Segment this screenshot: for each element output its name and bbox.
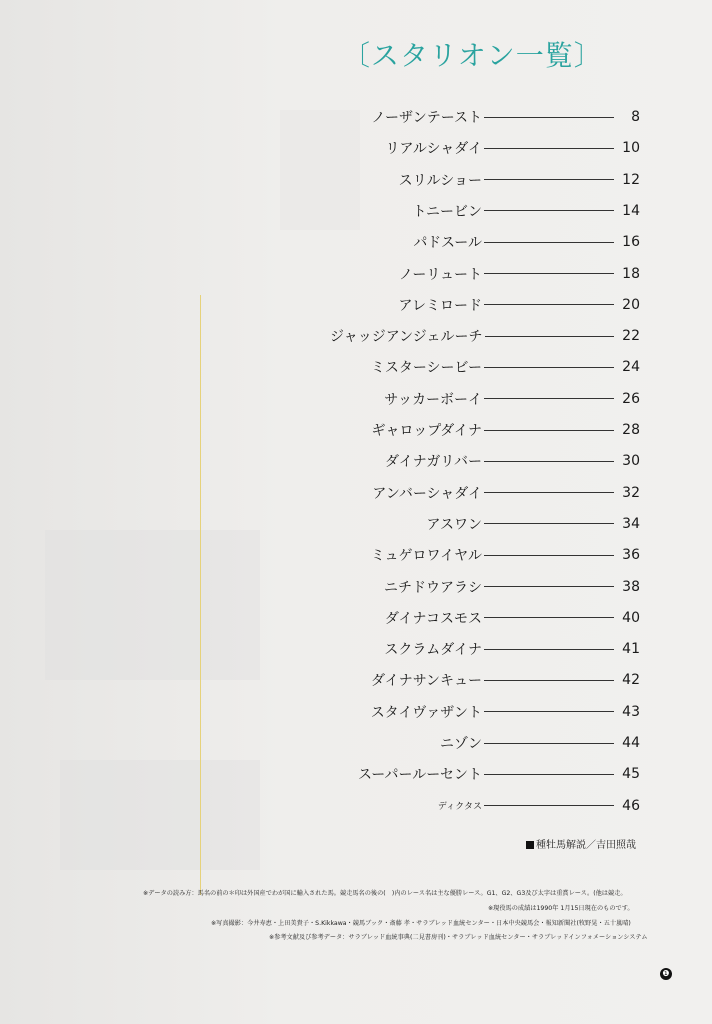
- toc-entry-name: ジャッジアンジェルーチ: [330, 329, 483, 346]
- toc-entry-page: 42: [622, 672, 640, 689]
- toc-leader-line: [484, 117, 614, 118]
- toc-row: [330, 576, 640, 598]
- toc-entry-page: 24: [622, 359, 640, 376]
- toc-entry-name: ダイナコスモス: [384, 610, 482, 627]
- toc-entry-name: パドスール: [413, 235, 482, 252]
- toc-entry-page: 20: [622, 296, 640, 313]
- toc-entry-page: 12: [622, 171, 640, 188]
- toc-leader-line: [484, 649, 614, 650]
- toc-leader-line: [484, 461, 614, 462]
- toc-leader-line: [484, 680, 614, 681]
- toc-entry-name: スタイヴァザント: [370, 704, 482, 721]
- footnote-record-date: ※現役馬の成績は1990年 1月15日現在のものです。: [488, 905, 634, 912]
- bleed-through-photo: [60, 760, 260, 870]
- toc-leader-line: [484, 743, 614, 744]
- toc-leader-line: [485, 336, 614, 337]
- toc-row: [330, 732, 640, 754]
- toc-row: [330, 482, 640, 504]
- toc-row: [330, 263, 640, 285]
- toc-row: [330, 169, 640, 191]
- toc-row: [330, 356, 640, 378]
- toc-entry-page: 16: [622, 234, 640, 251]
- toc-entry-name: ニゾン: [440, 736, 482, 752]
- toc-entry-page: 14: [622, 202, 640, 219]
- toc-entry-page: 22: [622, 328, 640, 345]
- toc-entry-name: ディクタス: [437, 802, 482, 813]
- toc-entry-name: ニチドウアラシ: [384, 579, 482, 596]
- bleed-through-photo: [45, 530, 260, 680]
- toc-leader-line: [484, 492, 614, 493]
- toc-leader-line: [484, 148, 614, 149]
- toc-row: [330, 701, 640, 723]
- toc-entry-name: ミュゲロワイヤル: [370, 548, 482, 565]
- toc-leader-line: [484, 711, 614, 712]
- toc-row: [330, 669, 640, 691]
- toc-entry-name: ノーザンテースト: [371, 110, 482, 126]
- toc-row: [330, 200, 640, 222]
- toc-entry-page: 46: [622, 797, 640, 814]
- square-bullet-icon: [526, 841, 534, 849]
- toc-entry-page: 40: [622, 609, 640, 626]
- toc-entry-page: 45: [622, 766, 640, 783]
- toc-row: [330, 607, 640, 629]
- toc-leader-line: [484, 523, 614, 524]
- footnote-references: ※参考文献及び参考データ：サラブレッド血統事典(二見書房刊)・サラブレッド血統センター・サラブレッドインフォメーションシステム: [269, 934, 648, 941]
- toc-entry-name: アレミロード: [398, 297, 482, 314]
- toc-entry-page: 36: [622, 547, 640, 564]
- toc-entry-name: ミスターシービー: [370, 360, 482, 377]
- toc-entry-page: 10: [622, 140, 640, 157]
- toc-leader-line: [484, 398, 614, 399]
- toc-leader-line: [484, 617, 614, 618]
- page-title: 〔スタリオン一覧〕: [342, 39, 603, 72]
- toc-entry-page: 43: [622, 703, 640, 720]
- toc-entry-name: スーパールーセント: [357, 767, 482, 784]
- toc-entry-name: ギャロップダイナ: [371, 423, 482, 439]
- toc-row: [330, 763, 640, 785]
- toc-entry-page: 34: [622, 515, 640, 532]
- toc-leader-line: [484, 273, 614, 274]
- toc-leader-line: [484, 430, 614, 431]
- toc-entry-name: ダイナガリバー: [384, 454, 482, 471]
- toc-row: [330, 795, 640, 817]
- toc-entry-page: 8: [631, 109, 640, 125]
- toc-entry-page: 30: [622, 453, 640, 470]
- footnote-photo-credits: ※写真撮影：今井寿恵・上田美貴子・S.Kikkawa・競馬ブック・斎藤 孝・サラブレッド血統センター・日本中央競馬会・報知新聞社(牧野晃・五十嵐晴): [211, 920, 631, 927]
- toc-entry-name: ダイナサンキュー: [370, 673, 482, 690]
- footnote-data-legend: ※データの読み方：馬名の前の＊印は外国産でわが国に輸入された馬。競走馬名の後の( )内のレース名は主な優勝レース。G1、G2、G3及び太字は重賞レース。(他は競走。: [143, 890, 627, 897]
- toc-entry-name: トニービン: [412, 203, 482, 220]
- toc-entry-page: 18: [622, 265, 640, 282]
- toc-entry-name: アスワン: [426, 516, 482, 533]
- author-text: 種牡馬解説／吉田照哉: [536, 840, 636, 851]
- toc-entry-name: アンバーシャダイ: [372, 485, 482, 502]
- toc-leader-line: [484, 242, 614, 243]
- toc-leader-line: [484, 805, 614, 806]
- author-credit: [526, 836, 636, 851]
- toc-entry-page: 32: [622, 484, 640, 501]
- toc-entry-page: 44: [622, 735, 640, 751]
- yellow-marker-line: [200, 295, 201, 895]
- toc-row: [330, 638, 640, 660]
- toc-row: [330, 388, 640, 410]
- toc-entry-name: スクラムダイナ: [384, 642, 482, 659]
- toc-row: [330, 137, 640, 159]
- toc-leader-line: [484, 774, 614, 775]
- toc-leader-line: [484, 586, 614, 587]
- toc-row: [330, 544, 640, 566]
- toc-entry-name: スリルショー: [398, 172, 482, 189]
- toc-leader-line: [484, 367, 614, 368]
- toc-entry-page: 38: [622, 578, 640, 595]
- toc-row: [330, 325, 640, 347]
- toc-row: [330, 419, 640, 441]
- toc-leader-line: [484, 210, 614, 211]
- toc-row: [330, 106, 640, 128]
- toc-row: [330, 513, 640, 535]
- toc-leader-line: [484, 304, 614, 305]
- toc-leader-line: [484, 555, 614, 556]
- toc-row: [330, 231, 640, 253]
- toc-leader-line: [484, 179, 614, 180]
- toc-entry-page: 26: [622, 390, 640, 407]
- toc-row: [330, 450, 640, 472]
- toc-entry-name: リアルシャダイ: [385, 141, 482, 158]
- toc-row: [330, 294, 640, 316]
- toc-entry-name: ノーリュート: [398, 266, 482, 283]
- page-number: ❶: [660, 968, 672, 980]
- toc-entry-page: 28: [622, 422, 640, 438]
- toc-entry-name: サッカーボーイ: [384, 391, 482, 408]
- toc-entry-page: 41: [622, 641, 640, 658]
